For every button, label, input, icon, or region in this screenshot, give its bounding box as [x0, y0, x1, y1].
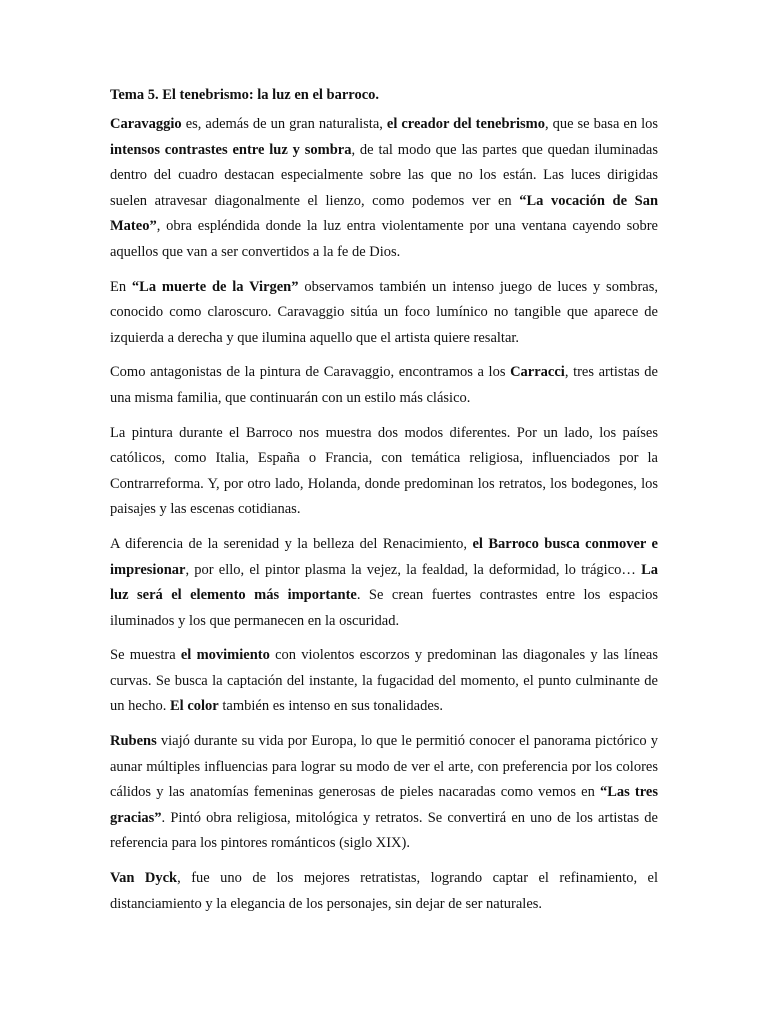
paragraph [110, 532, 658, 634]
text-segment: viajó durante su vida por Europa, lo que le permitió conocer el panorama pictórico y aunar múltiples influencias para lograr su modo de ver el arte, con preferencia por los colores cálidos y las anatomías femeninas generosas de pieles nacaradas como vemos en [110, 733, 658, 801]
text-segment: con violentos escorzos y predominan las diagonales y las líneas curvas. Se busca la captación del instante, la fugacidad del momento, el punto culminante de un hecho. [110, 647, 659, 715]
text-segment: Se muestra [110, 647, 181, 664]
bold-text: Carracci [510, 364, 565, 381]
paragraph [110, 866, 658, 917]
text-segment: Como antagonistas de la pintura de Caravaggio, encontramos a los [110, 364, 511, 381]
paragraph [110, 275, 658, 352]
text-segment: En [110, 278, 132, 295]
bold-text: Van Dyck [110, 870, 178, 887]
text-segment: , por ello, el pintor plasma la vejez, la fealdad, la deformidad, lo trágico… [185, 561, 642, 578]
bold-text: Caravaggio [110, 116, 182, 132]
text-segment: , obra espléndida donde la luz entra violentamente por una ventana cayendo sobre aquellos que van a ser convertidos a la fe de Dios. [110, 218, 658, 260]
text-segment: , tres artistas de una misma familia, que continuarán con un estilo más clásico. [110, 364, 658, 406]
bold-text: el movimiento [180, 647, 270, 664]
bold-text: El color [170, 698, 219, 715]
text-segment: , de tal modo que las partes que quedan iluminadas dentro del cuadro destacan especialmente sobre las que no los están. Las luces dirigidas suelen atravesar diagonalmente el lienzo, como podemos ver en [110, 141, 658, 209]
bold-text: “La muerte de la Virgen” [131, 278, 299, 295]
text-segment: . Pintó obra religiosa, mitológica y retratos. Se convertirá en uno de los artistas de referencia para los pintores románticos (siglo XIX). [110, 809, 658, 852]
text-segment: . Se crean fuertes contrastes entre los espacios iluminados y los que permanecen en la oscuridad. [110, 587, 658, 629]
text-segment: , que se basa en los [544, 116, 658, 132]
text-segment: A diferencia de la serenidad y la belleza del Renacimiento, [110, 535, 473, 552]
bold-text: “Las tres gracias” [110, 784, 658, 826]
bold-text: Rubens [110, 733, 157, 750]
paragraph [110, 112, 658, 266]
paragraph [110, 360, 658, 411]
paragraph [110, 729, 658, 857]
text-segment: también es intenso en sus tonalidades. [218, 698, 444, 715]
paragraph [110, 643, 658, 720]
bold-text: el Barroco busca conmover e impresionar [110, 535, 658, 578]
text-segment: La pintura durante el Barroco nos muestra dos modos diferentes. Por un lado, los países católicos, como Italia, España o Francia, con temática religiosa, influenciados por la Contrarreforma. Y, por otro lado, Holanda, donde predominan los retratos, los bodegones, los paisajes y las escenas cotidianas. [110, 424, 658, 518]
document-body [110, 112, 658, 917]
text-segment: es, además de un gran naturalista, [181, 116, 387, 132]
text-segment: observamos también un intenso juego de luces y sombras, conocido como claroscuro. Caravaggio sitúa un foco lumínico no tangible que aparece de izquierda a derecha y que ilumina aquello que el artista quiere resaltar. [110, 278, 659, 346]
bold-text: el creador del tenebrismo [386, 116, 545, 132]
text-segment: , fue uno de los mejores retratistas, logrando captar el refinamiento, el distanciamiento y la elegancia de los personajes, sin dejar de ser naturales. [110, 870, 658, 912]
paragraph [110, 421, 658, 523]
bold-text: intensos contrastes entre luz y sombra [110, 141, 352, 158]
bold-text: La luz será el elemento más importante [110, 561, 658, 604]
document-title: Tema 5. El tenebrismo: la luz en el barroco. [110, 87, 380, 103]
bold-text: “La vocación de San Mateo” [110, 192, 659, 235]
